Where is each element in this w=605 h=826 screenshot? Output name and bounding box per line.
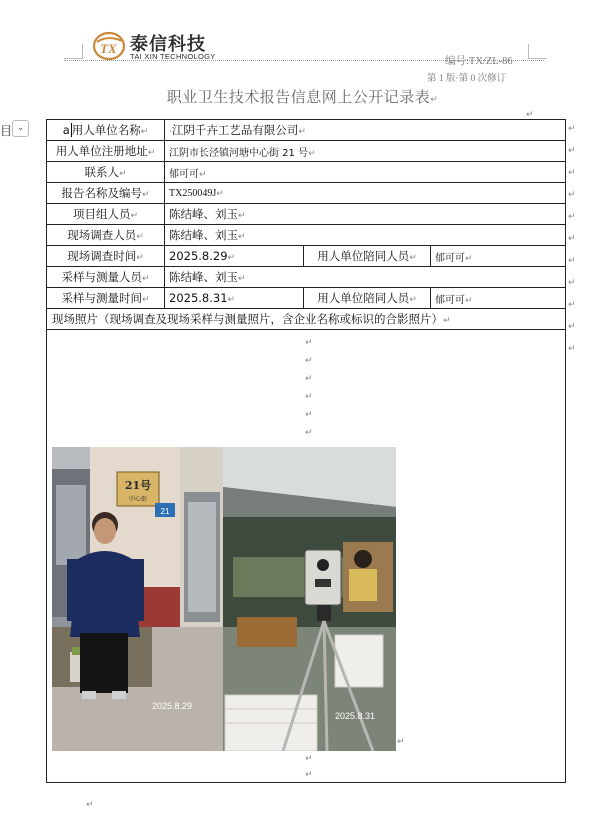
label-cell: 采样与测量时间↵ <box>47 288 165 309</box>
table-row <box>47 120 566 141</box>
value-cell[interactable]: 江阴市长泾镇河塘中心街 21 号↵ <box>165 141 566 162</box>
site-photo-survey[interactable] <box>52 447 223 751</box>
value-cell[interactable]: 郁可可↵ <box>165 162 566 183</box>
value-cell[interactable]: ·江阴千卉工艺品有限公司↵ <box>165 120 566 141</box>
photo-sampling-image <box>223 447 396 751</box>
document-version: 第 1 版·第 0 次修订 <box>427 74 507 84</box>
photo-heading-cell: 现场照片（现场调查及现场采样与测量照片，含企业名称或标识的合影照片）↵ <box>47 309 566 330</box>
row-end-mark: ↵ <box>568 278 576 288</box>
photo-sign-number: 21号 <box>124 479 152 492</box>
paragraph-mark: ↵ <box>305 770 313 780</box>
label-cell: 现场调查时间↵ <box>47 246 165 267</box>
row-end-mark: ↵ <box>568 300 576 310</box>
chevron-down-icon[interactable]: ⌄ <box>12 120 29 137</box>
table-row <box>47 225 566 246</box>
brand-name-en: TAI XIN TECHNOLOGY <box>130 52 216 61</box>
value-cell[interactable]: 2025.8.31↵ <box>165 288 304 309</box>
row-end-mark: ↵ <box>568 256 576 266</box>
svg-text:TX: TX <box>100 41 117 56</box>
paragraph-mark: ↵ <box>86 800 94 810</box>
document-code: 编号:TX/ZL-86 <box>445 56 513 67</box>
text-cursor: a <box>62 123 70 137</box>
navigation-pane-toggle[interactable] <box>0 118 28 140</box>
photo-date-1: 2025.8.29 <box>152 701 193 711</box>
row-end-mark: ↵ <box>568 234 576 244</box>
paragraph-mark: ↵ <box>305 754 313 764</box>
site-photo-sampling[interactable] <box>223 447 396 751</box>
value-cell[interactable]: TX250049J↵ <box>165 183 566 204</box>
value-cell[interactable]: 陈结峰、刘玉↵ <box>165 267 566 288</box>
row-end-mark: ↵ <box>568 124 576 134</box>
table-row <box>47 288 566 309</box>
value-cell[interactable]: 陈结峰、刘玉↵ <box>165 204 566 225</box>
label-cell: 用人单位陪同人员↵ <box>304 288 431 309</box>
photo-cell[interactable] <box>47 330 566 783</box>
table-row <box>47 267 566 288</box>
photo-survey-image <box>52 447 223 751</box>
table-row <box>47 162 566 183</box>
label-cell: 报告名称及编号↵ <box>47 183 165 204</box>
crop-mark-left <box>64 44 83 59</box>
nav-char: 目 <box>0 124 13 138</box>
row-end-mark: ↵ <box>568 212 576 222</box>
photo-row <box>52 447 396 751</box>
label-cell: 用人单位陪同人员↵ <box>304 246 431 267</box>
paragraph-marks: ↵ ↵ ↵ ↵ ↵ ↵ <box>305 338 313 438</box>
paragraph-mark: ↵ <box>397 737 405 747</box>
value-cell[interactable]: 郁可可↵ <box>431 288 566 309</box>
label-cell: 采样与测量人员↵ <box>47 267 165 288</box>
label-cell: 现场调查人员↵ <box>47 225 165 246</box>
photo-plate-number: 21 <box>160 507 170 516</box>
photo-date-2: 2025.8.31 <box>335 711 376 721</box>
table-row <box>47 204 566 225</box>
brand-name-cn: 泰信科技 <box>130 34 206 55</box>
row-end-mark: ↵ <box>568 190 576 200</box>
table-row <box>47 183 566 204</box>
label-cell: 用人单位注册地址↵ <box>47 141 165 162</box>
row-end-mark: ↵ <box>568 168 576 178</box>
photo-sign-sub: 中心街 <box>128 496 148 503</box>
table-row <box>47 141 566 162</box>
record-table <box>46 119 566 783</box>
table-row <box>47 309 566 330</box>
label-cell: 项目组人员↵ <box>47 204 165 225</box>
label-cell: a 用人单位名称↵ <box>47 120 165 141</box>
value-cell[interactable]: 陈结峰、刘玉↵ <box>165 225 566 246</box>
paragraph-mark: ↵ <box>526 110 534 120</box>
value-cell[interactable]: 郁可可↵ <box>431 246 566 267</box>
row-end-mark: ↵ <box>568 322 576 332</box>
page-title: 职业卫生技术报告信息网上公开记录表↵ <box>166 88 439 106</box>
row-end-mark: ↵ <box>568 146 576 156</box>
crop-mark-right <box>528 44 547 59</box>
row-end-mark: ↵ <box>568 344 576 354</box>
table-row <box>47 330 566 783</box>
logo-mark-icon <box>92 29 126 63</box>
label-cell: 联系人↵ <box>47 162 165 183</box>
table-row <box>47 246 566 267</box>
value-cell[interactable]: 2025.8.29↵ <box>165 246 304 267</box>
